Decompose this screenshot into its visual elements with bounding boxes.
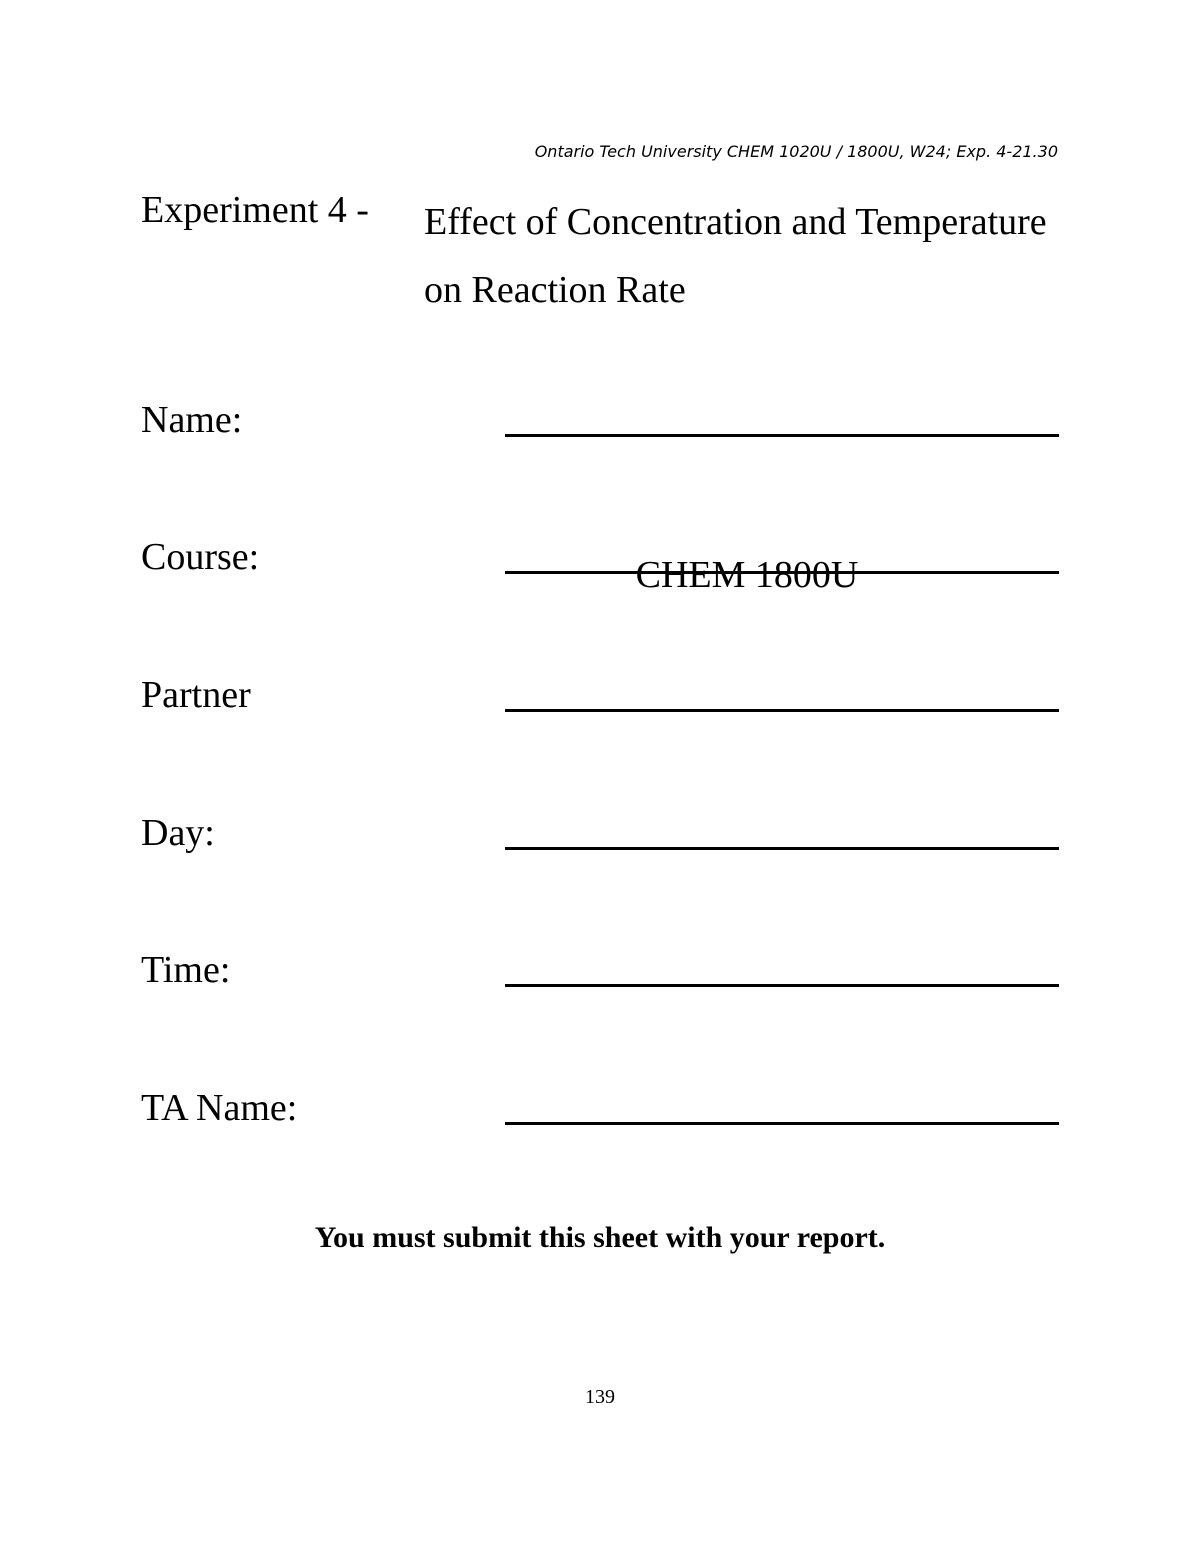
partner-field-row [141,673,1059,733]
partner-field-line [505,709,1059,712]
course-field-line [505,571,1059,574]
course-field-label: Course: [141,536,260,578]
page-number: 139 [585,1386,615,1408]
course-field-row [141,535,1059,595]
time-field-row [141,948,1059,1008]
time-field-label: Time: [141,949,231,991]
name-field-label: Name: [141,399,243,441]
name-field-row [141,398,1059,458]
course-field-value[interactable]: CHEM 1800U [635,554,859,596]
submission-notice: You must submit this sheet with your report. [314,1221,886,1254]
running-head: Ontario Tech University CHEM 1020U / 1800U, W24; Exp. 4-21.30 [534,142,1058,161]
name-field-line [505,434,1059,437]
day-field-label: Day: [141,812,215,854]
experiment-label: Experiment 4 - [141,189,369,231]
day-field-line [505,847,1059,850]
ta-name-field-row [141,1086,1059,1146]
ta-name-field-label: TA Name: [141,1087,298,1129]
time-field-line [505,984,1059,987]
partner-field-label: Partner [141,674,251,716]
day-field-row [141,811,1059,871]
experiment-title: Effect of Concentration and Temperature on Reaction Rate [424,201,1047,311]
ta-name-field-line [505,1122,1059,1125]
